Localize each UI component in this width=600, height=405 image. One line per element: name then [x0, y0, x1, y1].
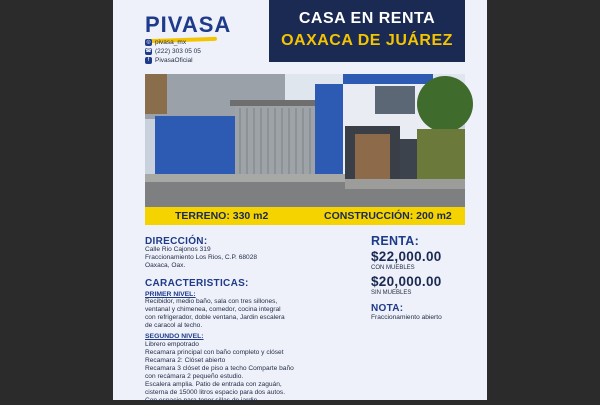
caracteristicas-heading: CARACTERISTICAS: [145, 278, 249, 289]
instagram-icon: ◎ [146, 39, 151, 45]
nota-heading: NOTA: [371, 303, 404, 314]
phone-icon: ☎ [145, 48, 152, 54]
primer-nivel-label: PRIMER NIVEL: [145, 291, 196, 298]
title-line1: CASA EN RENTA [298, 10, 436, 27]
flyer [113, 0, 487, 404]
price-with-furniture: $22,000.00 [371, 249, 442, 264]
construccion-label: CONSTRUCCIÓN: 200 m2 [324, 210, 452, 222]
price-without-furniture-note: SIN MUEBLES [371, 290, 412, 296]
renta-heading: RENTA: [371, 234, 420, 248]
phone-contact: ☎ (222) 303 05 05 [145, 48, 201, 56]
price-with-furniture-note: CON MUEBLES [371, 265, 415, 271]
terreno-label: TERRENO: 330 m2 [175, 210, 269, 222]
house-illustration [145, 74, 465, 207]
direccion-heading: DIRECCIÓN: [145, 236, 208, 247]
facebook-contact: f PivasaOficial [145, 57, 193, 64]
direccion-text: Calle Rio Cajonos 319 Fraccionamiento Los Rios, C.P. 68028 Oaxaca, Oax. [145, 246, 258, 269]
pivasa-logo: PIVASA [145, 12, 231, 38]
facebook-icon: f [145, 57, 152, 64]
segundo-nivel-label: SEGUNDO NIVEL: [145, 333, 204, 340]
instagram-contact: ◎ pivasa_mx [146, 39, 187, 47]
specs-band [145, 207, 465, 225]
price-without-furniture: $20,000.00 [371, 274, 442, 289]
title-box [269, 0, 465, 62]
title-line2: OAXACA DE JUÁREZ [281, 32, 453, 49]
house-photo [145, 74, 465, 207]
segundo-nivel-text: Librero empotrado Recamara principal con baño completo y clóset Recamara 2: Clóset abierto Recamara 3 clóset de piso a techo Comparte baño con recámara 2 pequeño estudio. Escalera amplia. Patio de entrada con zaguán, cisterna de 15000 litros espacio para dos autos. Con espacio para tener sillas de jardin.. [145, 341, 294, 404]
primer-nivel-text: Recibidor, medio baño, sala con tres sillones, ventanal y chimenea, comedor, cocina integral con refrigerador, doble ventana, Jardin escalera de caracol al techo. [145, 298, 285, 329]
nota-text: Fraccionamiento abierto [371, 314, 442, 321]
